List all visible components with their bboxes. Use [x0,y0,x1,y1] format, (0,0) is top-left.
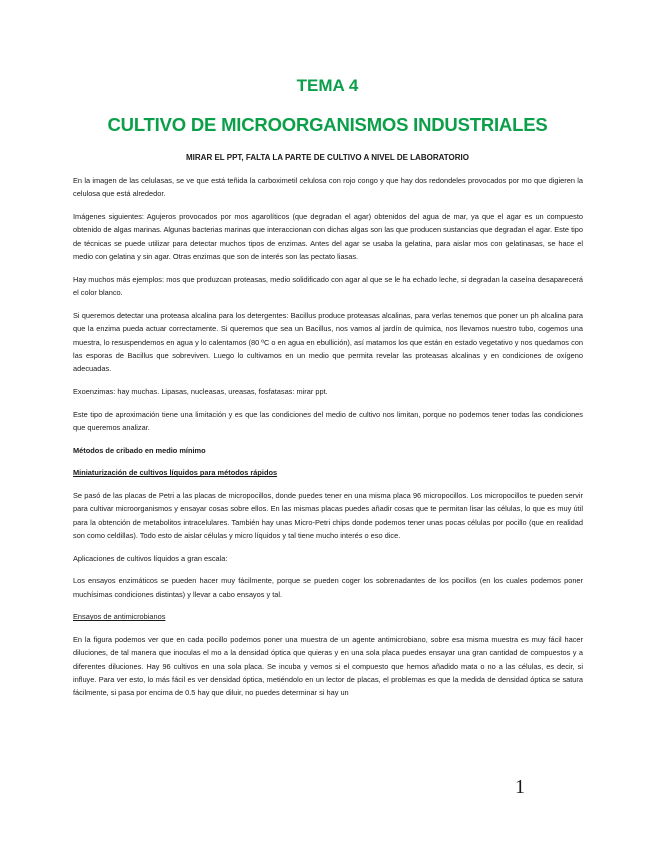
paragraph-celulasas: En la imagen de las celulasas, se ve que está teñida la carboximetil celulosa con rojo congo y que hay dos redondeles provocados por mo que digieren la celulosa que está alrededor. [73,176,583,199]
document-body [73,174,583,709]
page-subtitle: CULTIVO DE MICROORGANISMOS INDUSTRIALES [107,114,548,135]
section-heading-miniaturization: Miniaturización de cultivos líquidos para métodos rápidos [73,468,278,478]
paragraph-alkaline-protease: Si queremos detectar una proteasa alcalina para los detergentes: Bacillus produce proteasas alcalinas, para verlas tenemos que poner un ph alcalina para que la enzima pueda actuar correctamente. Si queremos que sea un Bacillus, nos vamos al jardín de química, nos llevamos nuestro tubo, cogemos una muestra, lo resuspendemos en agua y lo calentamos (80 ºC o en agua en ebullición), así matamos los que están en estado vegetativo y nos quedamos con las esporas de Bacillus que sobreviven. Luego lo cultivamos en un medio que permita revelar las proteasas alcalinas y en condiciones de oxígeno adecuadas. [73,310,583,374]
paragraph-agarolitic: Imágenes siguientes: Agujeros provocados por mos agarolíticos (que degradan el agar) obtenidos del agua de mar, ya que el agar es un compuesto obtenido de algas marinas. Algunas bacterias marinas que interaccionan con dichas algas son las que producen sustancias que degradan el agar. Este tipo de técnicas se puede utilizar para detectar muchos tipos de enzimas. Antes del agar se usaba la gelatina, para aislar mos con gelatinasas, se hace el medio con gelatina y sin agar. Otras enzimas que son de interés son las pectato liasas. [73,212,583,262]
paragraph-applications: Aplicaciones de cultivos líquidos a gran escala: [73,553,228,563]
paragraph-examples: Hay muchos más ejemplos: mos que produzcan proteasas, medio solidificado con agar al que se le ha echado leche, si degradan la caseína desaparecerá el color blanco. [73,274,583,298]
page-number: 1 [515,776,525,798]
page-note: MIRAR EL PPT, FALTA LA PARTE DE CULTIVO A NIVEL DE LABORATORIO [186,153,469,162]
section-heading-antimicrobial: Ensayos de antimicrobianos [73,612,166,622]
paragraph-limitation: Este tipo de aproximación tiene una limitación y es que las condiciones del medio de cultivo nos limitan, porque no podemos tener todas las condiciones que queremos analizar. [73,409,583,433]
paragraph-microwells: Se pasó de las placas de Petri a las placas de micropocillos, donde puedes tener en una misma placa 96 micropocillos. Los micropocillos te pueden servir para cultivar microorganismos y ensayar cosas sobre ellos. En las mismas placas puedes añadir cosas que te permitan lisar las células, lo que es muy útil para la obtención de metabolitos intracelulares. También hay unas Micro-Petri chips donde podemos tener unas pocas células por pocillo (que en realidad son como celdillas). Todo esto de aislar células y micro líquidos y tal tiene mucho interés o eso dice. [73,490,583,541]
section-heading-minimal-medium: Métodos de cribado en medio mínimo [73,445,206,455]
paragraph-exoenzymes: Exoenzimas: hay muchas. Lipasas, nucleasas, ureasas, fosfatasas: mirar ppt. [73,387,328,397]
paragraph-enzymatic-assays: Los ensayos enzimáticos se pueden hacer muy fácilmente, porque se pueden coger los sobrenadantes de los pocillos (en los cuales podemos poner muchísimas condiciones distintas) y llevar a cabo ensayos y tal. [73,576,583,599]
page-title: TEMA 4 [296,76,359,95]
paragraph-antimicrobial: En la figura podemos ver que en cada pocillo podemos poner una muestra de un agente antimicrobiano, sobre esa misma muestra es muy fácil hacer diluciones, de tal manera que inoculas el mo a la densidad óptica que quieras y en una sola placa puedes ensayar una gran cantidad de compuestos y a diferentes diluciones. Hay 96 cultivos en una sola placa. Se incuba y vemos si el compuesto que hemos añadido mata o no a las células, es decir, si influye. Para ver esto, lo más fácil es ver densidad óptica, metiéndolo en un lector de placas, el problemas es que la medida de densidad óptica se satura fácilmente, si pasa por encima de 0.5 hay que diluir, no puedes determinar si hay un [73,634,583,698]
